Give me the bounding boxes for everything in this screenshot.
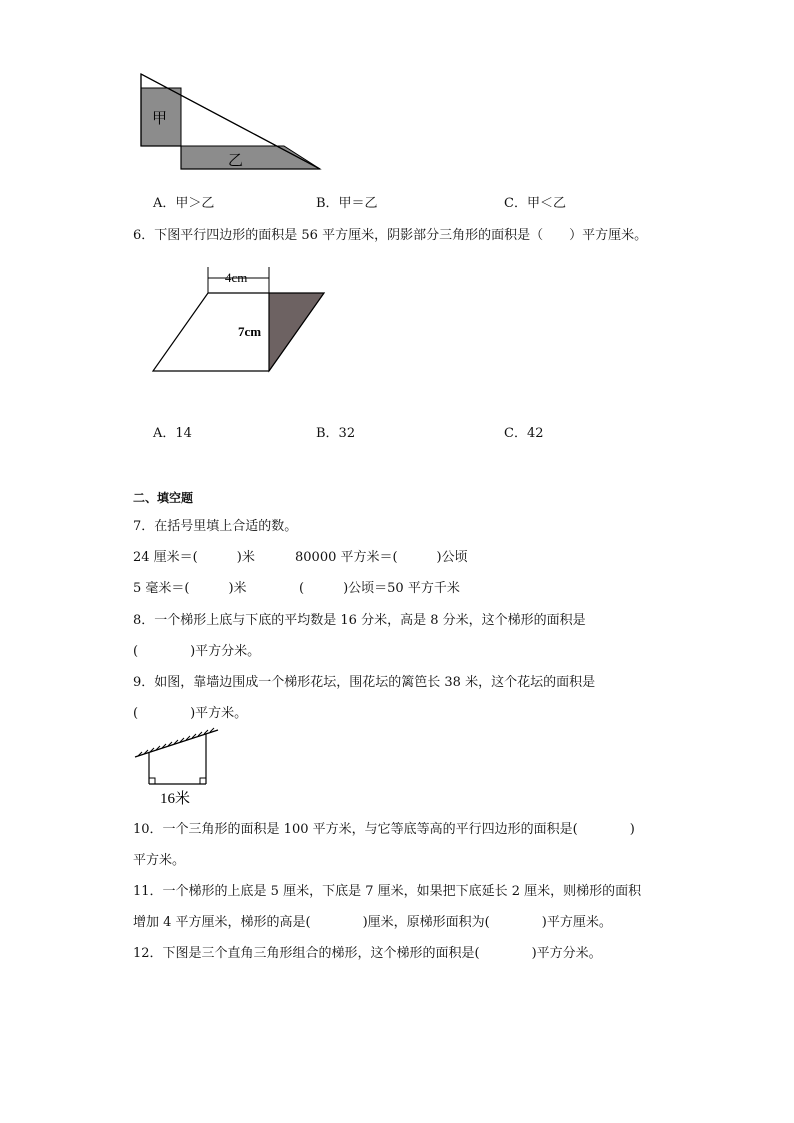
q9-bottom-label: 16米 (160, 791, 191, 807)
q6-question-text: 6．下图平行四边形的面积是 56 平方厘米，阴影部分三角形的面积是（ ）平方厘米。 (133, 228, 648, 243)
q10-line1[interactable]: 10．一个三角形的面积是 100 平方米，与它等底等高的平行四边形的面积是( ) (133, 822, 635, 837)
dim-label-top: 4cm (225, 270, 248, 285)
q7-question-text: 7．在括号里填上合适的数。 (133, 519, 298, 534)
label-jia: 甲 (152, 111, 168, 127)
q5-option-b[interactable]: B．甲＝乙 (316, 196, 378, 211)
q5-option-a[interactable]: A．甲＞乙 (153, 196, 215, 211)
q7-line2-a[interactable]: 5 毫米＝( )米 (133, 581, 247, 596)
q6-option-c[interactable]: C．42 (504, 426, 544, 441)
q5-option-c[interactable]: C．甲＜乙 (504, 196, 566, 211)
q12-question-text[interactable]: 12．下图是三个直角三角形组合的梯形，这个梯形的面积是( )平方分米。 (133, 946, 602, 961)
section-title: 二、填空题 (133, 491, 194, 505)
q9-line2[interactable]: ( )平方米。 (133, 706, 248, 721)
q11-line2[interactable]: 增加 4 平方厘米，梯形的高是( )厘米，原梯形面积为( )平方厘米。 (133, 915, 612, 930)
q9-line1: 9．如图，靠墙边围成一个梯形花坛，围花坛的篱笆长 38 米，这个花坛的面积是 (133, 675, 596, 690)
q7-line1-b[interactable]: 80000 平方米＝( )公顷 (295, 550, 468, 565)
q11-line1: 11．一个梯形的上底是 5 厘米，下底是 7 厘米，如果把下底延长 2 厘米，则梯形的面积 (133, 884, 642, 899)
label-yi: 乙 (228, 153, 244, 169)
dim-label-height: 7cm (238, 324, 262, 339)
q8-line1: 8．一个梯形上底与下底的平均数是 16 分米，高是 8 分米，这个梯形的面积是 (133, 613, 586, 628)
q6-option-b[interactable]: B．32 (316, 426, 356, 441)
q6-parallelogram-figure (148, 262, 330, 376)
q5-triangle-figure (136, 70, 326, 174)
q10-line2: 平方米。 (133, 853, 186, 868)
q7-line2-b[interactable]: ( )公顷＝50 平方千米 (299, 581, 460, 596)
q8-line2[interactable]: ( )平方分米。 (133, 644, 261, 659)
q9-trapezoid-garden-figure (130, 726, 225, 808)
q6-option-a[interactable]: A．14 (153, 426, 192, 441)
q7-line1-a[interactable]: 24 厘米＝( )米 (133, 550, 255, 565)
